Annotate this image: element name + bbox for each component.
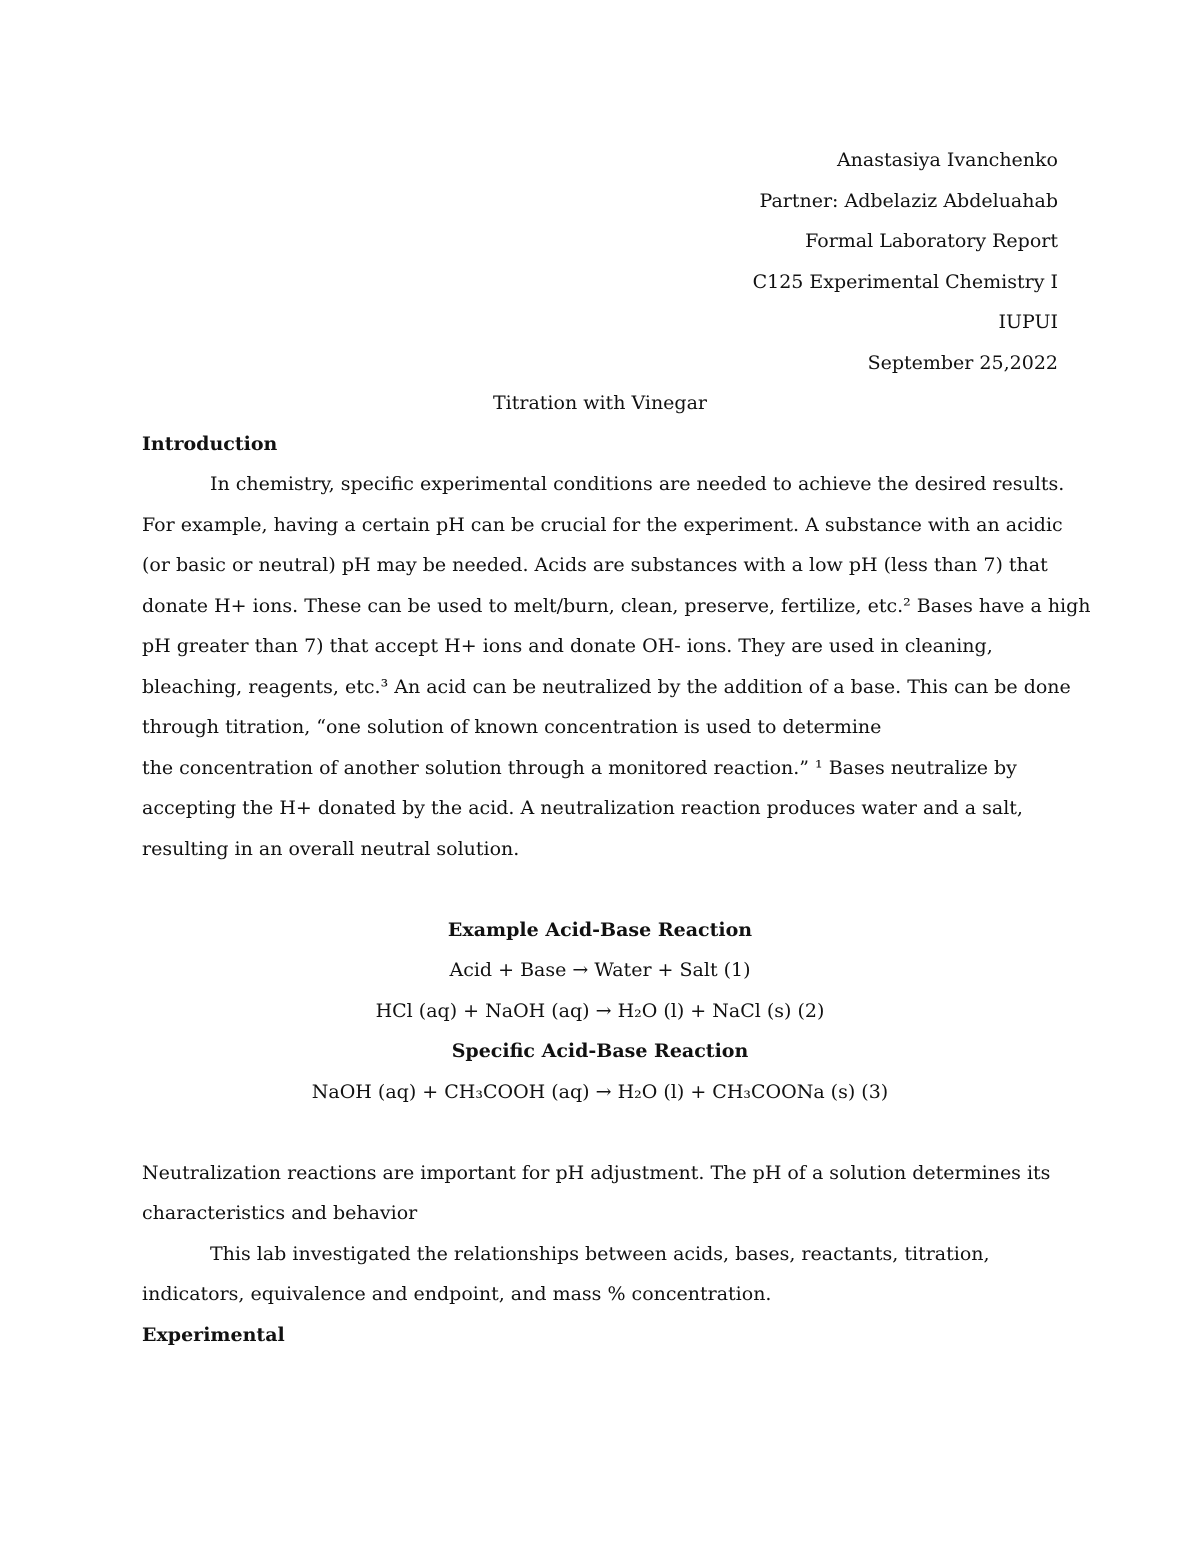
course-name: C125 Experimental Chemistry I xyxy=(752,270,1058,293)
paragraph-line: accepting the H+ donated by the acid. A neutralization reaction produces water and a salt, xyxy=(142,797,1023,819)
paragraph-line: characteristics and behavior xyxy=(142,1202,418,1224)
partner-name: Partner: Adbelaziz Abdeluahab xyxy=(759,189,1058,212)
introduction-heading: Introduction xyxy=(142,432,278,455)
paragraph-line: resulting in an overall neutral solution. xyxy=(142,837,520,860)
specific-reaction-heading: Specific Acid-Base Reaction xyxy=(451,1040,749,1062)
paragraph-line: through titration, “one solution of known concentration is used to determine xyxy=(142,716,882,738)
specific-equation: NaOH (aq) + CH₃COOH (aq) → H₂O (l) + CH₃COONa (s) (3) xyxy=(311,1080,889,1103)
report-title: Titration with Vinegar xyxy=(493,392,707,414)
paragraph-line: In chemistry, specific experimental conditions are needed to achieve the desired results. xyxy=(210,473,1065,495)
paragraph-line: the concentration of another solution through a monitored reaction.” ¹ Bases neutralize by xyxy=(142,756,1017,779)
paragraph-line: Neutralization reactions are important for pH adjustment. The pH of a solution determines its xyxy=(142,1161,1051,1184)
report-header xyxy=(358,140,1058,383)
reactions-block xyxy=(142,910,1058,1113)
example-reaction-heading: Example Acid-Base Reaction xyxy=(447,918,753,941)
paragraph-line: indicators, equivalence and endpoint, and mass % concentration. xyxy=(142,1283,772,1305)
paragraph-line: pH greater than 7) that accept H+ ions and donate OH- ions. They are used in cleaning, xyxy=(142,635,993,657)
paragraph-line: (or basic or neutral) pH may be needed. Acids are substances with a low pH (less than 7) that xyxy=(142,554,1048,576)
example-equation-1: Acid + Base → Water + Salt (1) xyxy=(449,959,751,981)
blank-line xyxy=(142,1112,1058,1153)
investigation-paragraph xyxy=(142,1234,1058,1315)
report-date: September 25,2022 xyxy=(867,351,1058,374)
paragraph-line: bleaching, reagents, etc.³ An acid can be neutralized by the addition of a base. This can be done xyxy=(142,675,1071,698)
experimental-heading: Experimental xyxy=(142,1323,285,1346)
author-name: Anastasiya Ivanchenko xyxy=(836,149,1058,171)
report-body xyxy=(142,383,1091,1355)
neutralization-paragraph xyxy=(142,1153,1058,1234)
example-equation-2: HCl (aq) + NaOH (aq) → H₂O (l) + NaCl (s) (2) xyxy=(375,999,825,1022)
paragraph-line: For example, having a certain pH can be crucial for the experiment. A substance with an acidic xyxy=(142,513,1063,536)
report-type: Formal Laboratory Report xyxy=(805,230,1058,252)
blank-line xyxy=(142,869,1058,910)
paragraph-line: donate H+ ions. These can be used to melt/burn, clean, preserve, fertilize, etc.² Bases have a high xyxy=(142,594,1091,617)
introduction-paragraph xyxy=(142,464,1091,869)
institution-name: IUPUI xyxy=(998,311,1058,333)
paragraph-line: This lab investigated the relationships between acids, bases, reactants, titration, xyxy=(210,1242,990,1265)
